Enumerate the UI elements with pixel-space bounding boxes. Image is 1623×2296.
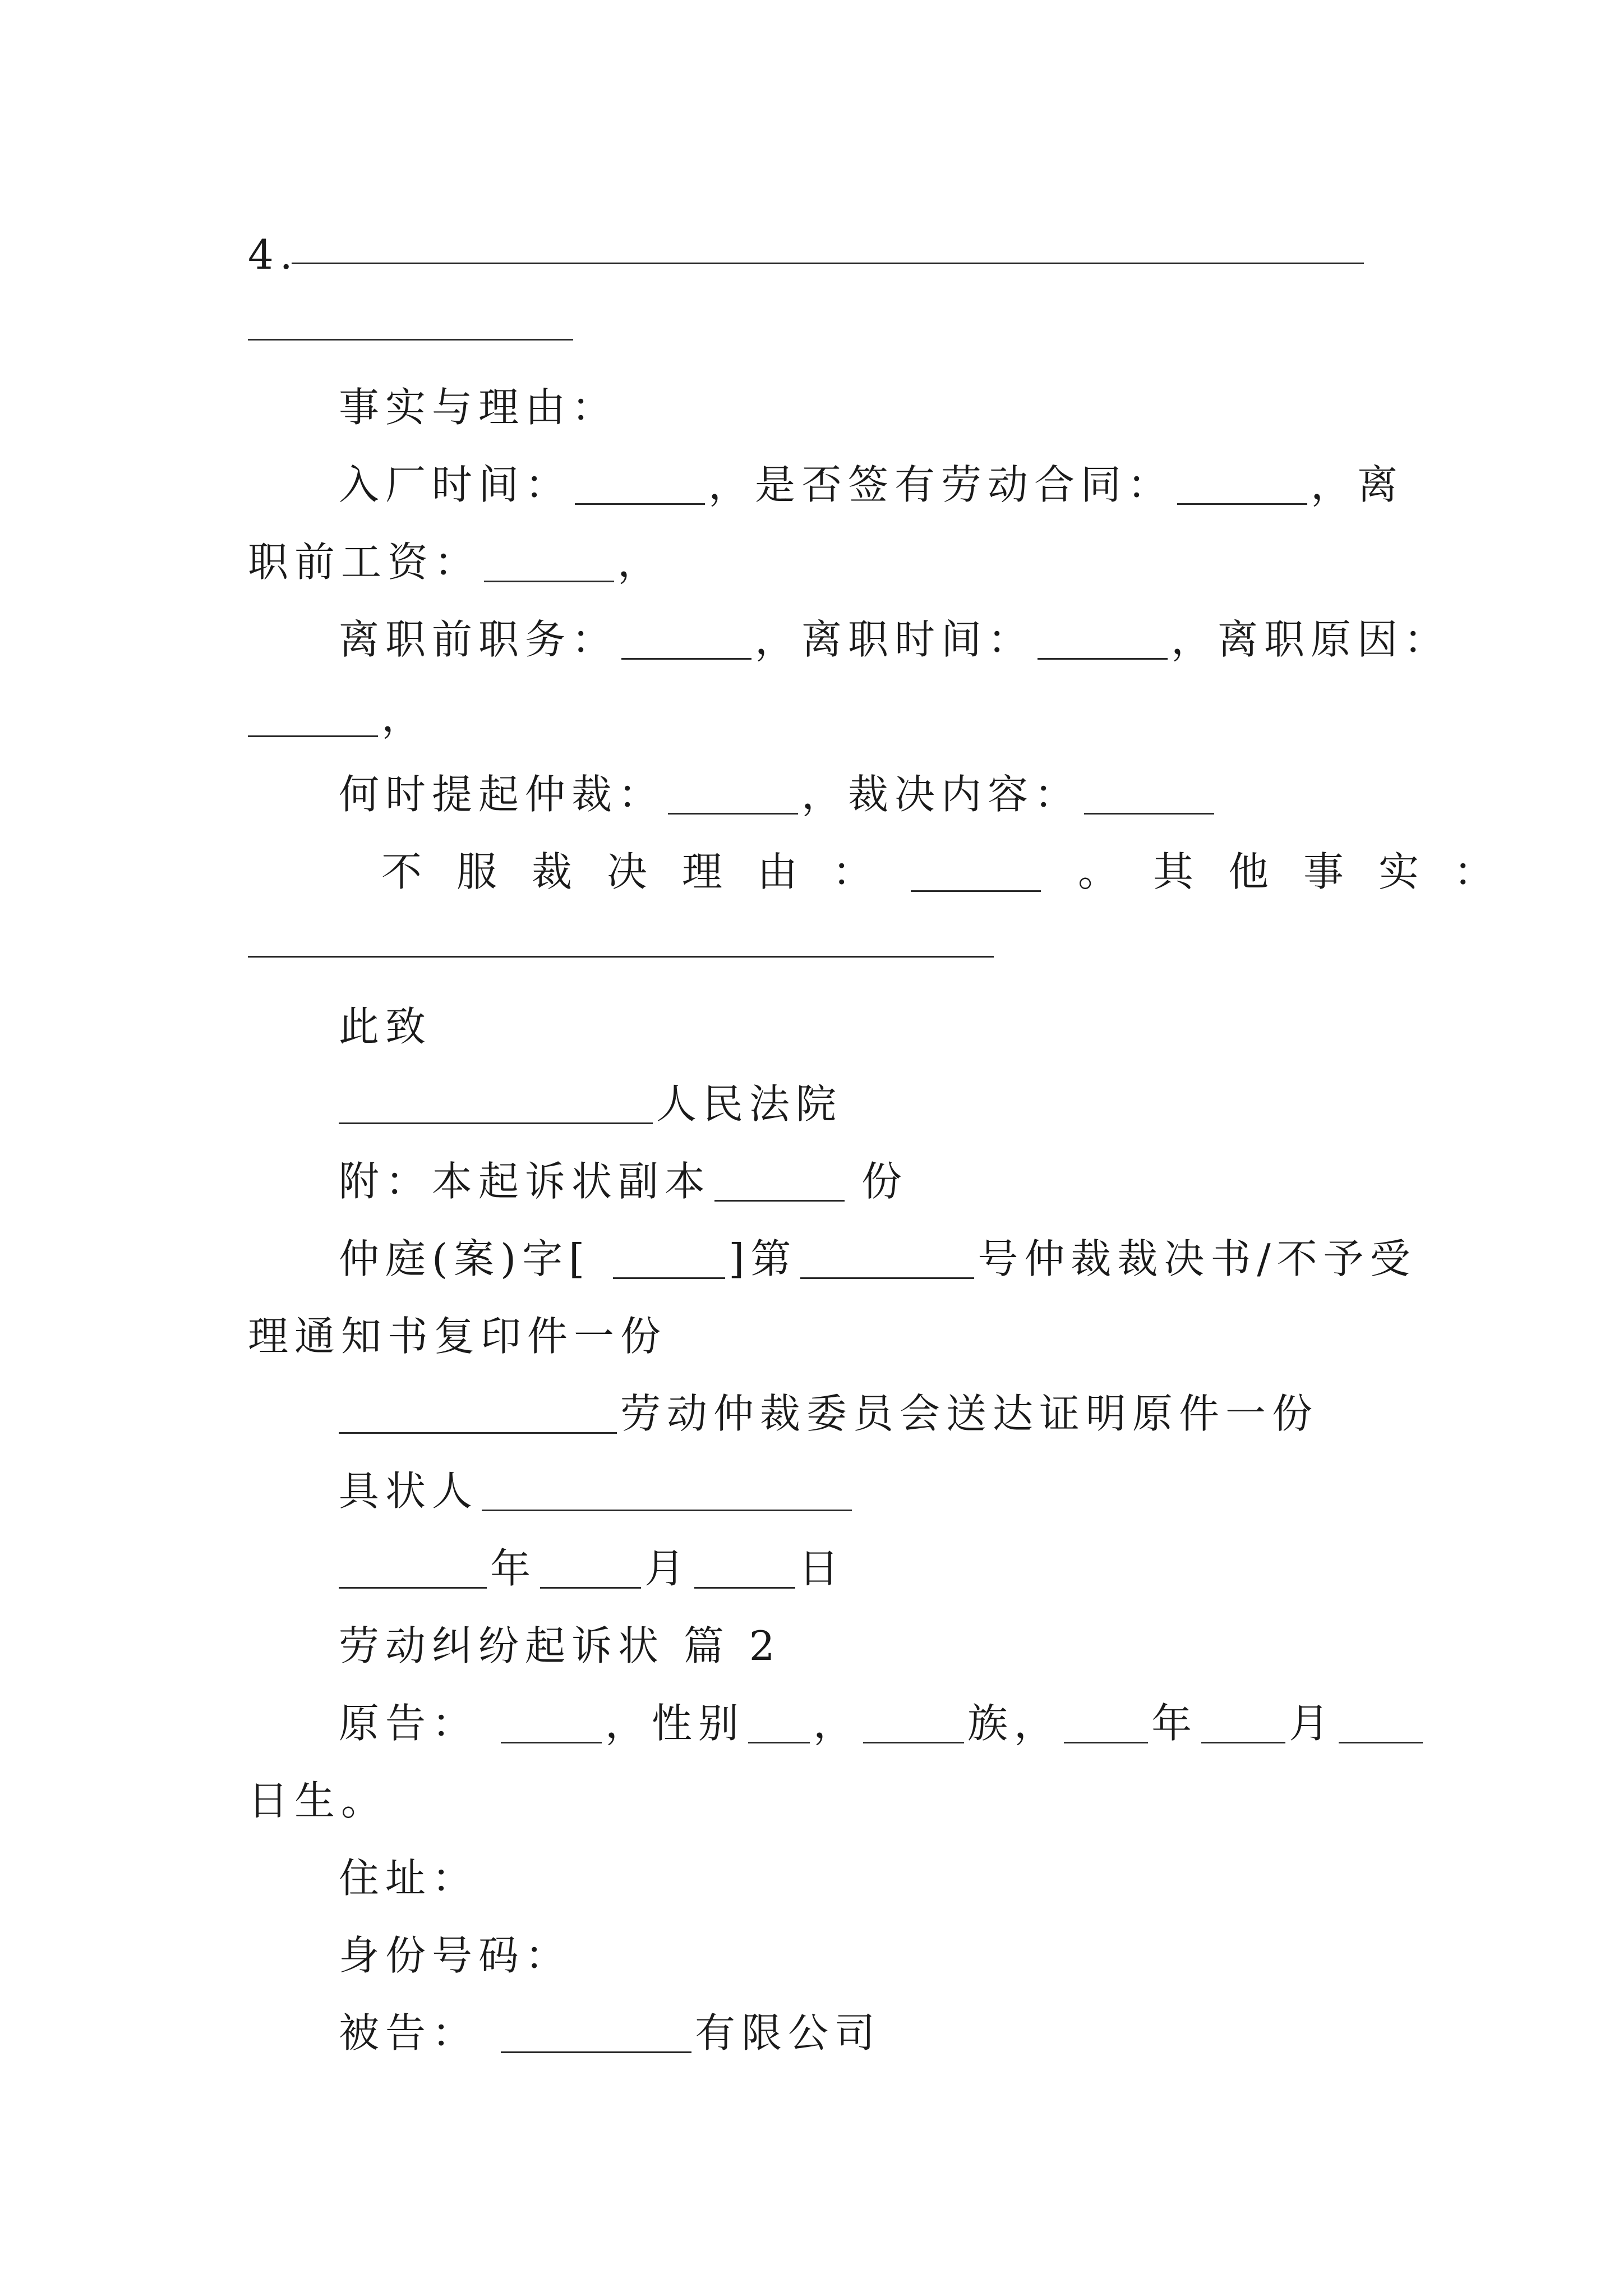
facts-heading — [339, 366, 619, 431]
leave-reason-label: ，离职原因： — [1171, 616, 1451, 663]
committee-line — [339, 1372, 1319, 1437]
committee-suffix: 劳动仲裁委员会送达证明原件一份 — [620, 1390, 1319, 1437]
entry-time-label: 入厂时间： — [339, 461, 572, 508]
prev-salary-end: ， — [617, 539, 665, 586]
signer-blank[interactable] — [482, 1478, 852, 1511]
ruling-content-blank[interactable] — [1084, 781, 1214, 815]
to-line — [339, 985, 432, 1050]
item-4-blank-continued — [248, 339, 573, 341]
item-4-blank — [292, 263, 1364, 264]
leave-time-label: ，离职时间： — [755, 616, 1035, 663]
disagree-line — [381, 830, 1529, 895]
leave-time-blank[interactable] — [1038, 627, 1168, 660]
entry-time-blank[interactable] — [575, 472, 705, 505]
section2-title — [339, 1604, 781, 1669]
other-facts-blank[interactable] — [248, 956, 994, 958]
gender-label: ，性别 — [605, 1700, 745, 1747]
address-line — [339, 1837, 479, 1902]
plaintiff-line — [339, 1682, 1426, 1747]
leave-reason-line — [248, 675, 428, 740]
plaintiff-name-blank[interactable] — [501, 1710, 602, 1743]
attach-count-blank[interactable] — [714, 1168, 845, 1202]
prev-position-blank[interactable] — [621, 627, 751, 660]
case-year-blank[interactable] — [613, 1246, 725, 1279]
defendant-blank[interactable] — [501, 2020, 691, 2053]
year-blank[interactable] — [339, 1556, 487, 1589]
attach-unit: 份 — [861, 1158, 909, 1205]
prev-salary-blank[interactable] — [484, 549, 614, 582]
signer-label: 具状人 — [339, 1467, 479, 1515]
notice-copy-line — [248, 1295, 667, 1360]
prev-position-line — [339, 598, 1451, 663]
month-label: 月 — [644, 1545, 691, 1592]
leave-reason-end: ， — [381, 693, 428, 740]
address-label: 住址： — [339, 1855, 479, 1902]
month-blank[interactable] — [540, 1556, 641, 1589]
birth-month-blank[interactable] — [1201, 1710, 1285, 1743]
contract-label: ，是否签有劳动合同： — [708, 461, 1174, 508]
case-suffix: 号仲裁裁决书/不予受 — [978, 1235, 1417, 1282]
committee-blank[interactable] — [339, 1401, 617, 1434]
arbitration-time-label: 何时提起仲裁： — [339, 771, 665, 818]
birth-year-blank[interactable] — [1064, 1710, 1148, 1743]
court-label: 人民法院 — [656, 1080, 843, 1128]
id-line — [339, 1914, 572, 1979]
entry-time-line — [339, 443, 1404, 508]
case-mid: ]第 — [728, 1235, 797, 1282]
attach-label: 附：本起诉状副本 — [339, 1158, 712, 1205]
contract-blank[interactable] — [1177, 472, 1307, 505]
notice-copy-text: 理通知书复印件一份 — [248, 1313, 667, 1360]
prev-salary-label: 职前工资： — [248, 539, 481, 586]
ethnic-label: 族， — [967, 1700, 1061, 1747]
birth-suffix-line — [248, 1759, 388, 1824]
leave-trail: ，离 — [1311, 461, 1404, 508]
to-label: 此致 — [339, 1003, 432, 1050]
signer-line — [339, 1450, 855, 1515]
item-4-label: 4. — [248, 231, 299, 278]
plaintiff-label: 原告： — [339, 1700, 479, 1747]
ethnic-blank[interactable] — [863, 1710, 964, 1743]
attach-line — [339, 1140, 909, 1205]
case-number-blank[interactable] — [800, 1246, 974, 1279]
date-line — [339, 1527, 846, 1592]
year-label: 年 — [490, 1545, 537, 1592]
day-label: 日 — [799, 1545, 846, 1592]
arbitration-time-blank[interactable] — [668, 781, 798, 815]
item-4-line — [248, 213, 299, 278]
prev-position-label: 离职前职务： — [339, 616, 619, 663]
section2-title-text: 劳动纠纷起诉状 篇 2 — [339, 1622, 781, 1669]
other-facts-label: 。其他事实： — [1078, 848, 1529, 895]
facts-heading-text: 事实与理由： — [339, 384, 619, 431]
birth-year-label: 年 — [1151, 1700, 1198, 1747]
comma-separator: ， — [813, 1700, 860, 1747]
leave-reason-blank[interactable] — [248, 704, 378, 737]
case-prefix: 仲庭(案)字[ — [339, 1235, 591, 1282]
disagree-reason-blank[interactable] — [911, 859, 1041, 892]
birth-suffix-text: 日生。 — [248, 1777, 388, 1824]
defendant-line — [339, 1991, 882, 2056]
arbitration-line — [339, 753, 1218, 818]
court-blank[interactable] — [339, 1091, 653, 1124]
day-blank[interactable] — [694, 1556, 795, 1589]
ruling-content-label: ，裁决内容： — [801, 771, 1081, 818]
id-label: 身份号码： — [339, 1932, 572, 1979]
disagree-reason-label: 不服裁决理由： — [381, 848, 908, 895]
gender-blank[interactable] — [748, 1710, 810, 1743]
birth-month-label: 月 — [1289, 1700, 1336, 1747]
defendant-label: 被告： — [339, 2009, 479, 2056]
birth-day-blank[interactable] — [1339, 1710, 1423, 1743]
company-suffix: 有限公司 — [695, 2009, 882, 2056]
case-line — [339, 1217, 1417, 1282]
court-line — [339, 1062, 843, 1128]
prev-salary-line — [248, 521, 665, 586]
